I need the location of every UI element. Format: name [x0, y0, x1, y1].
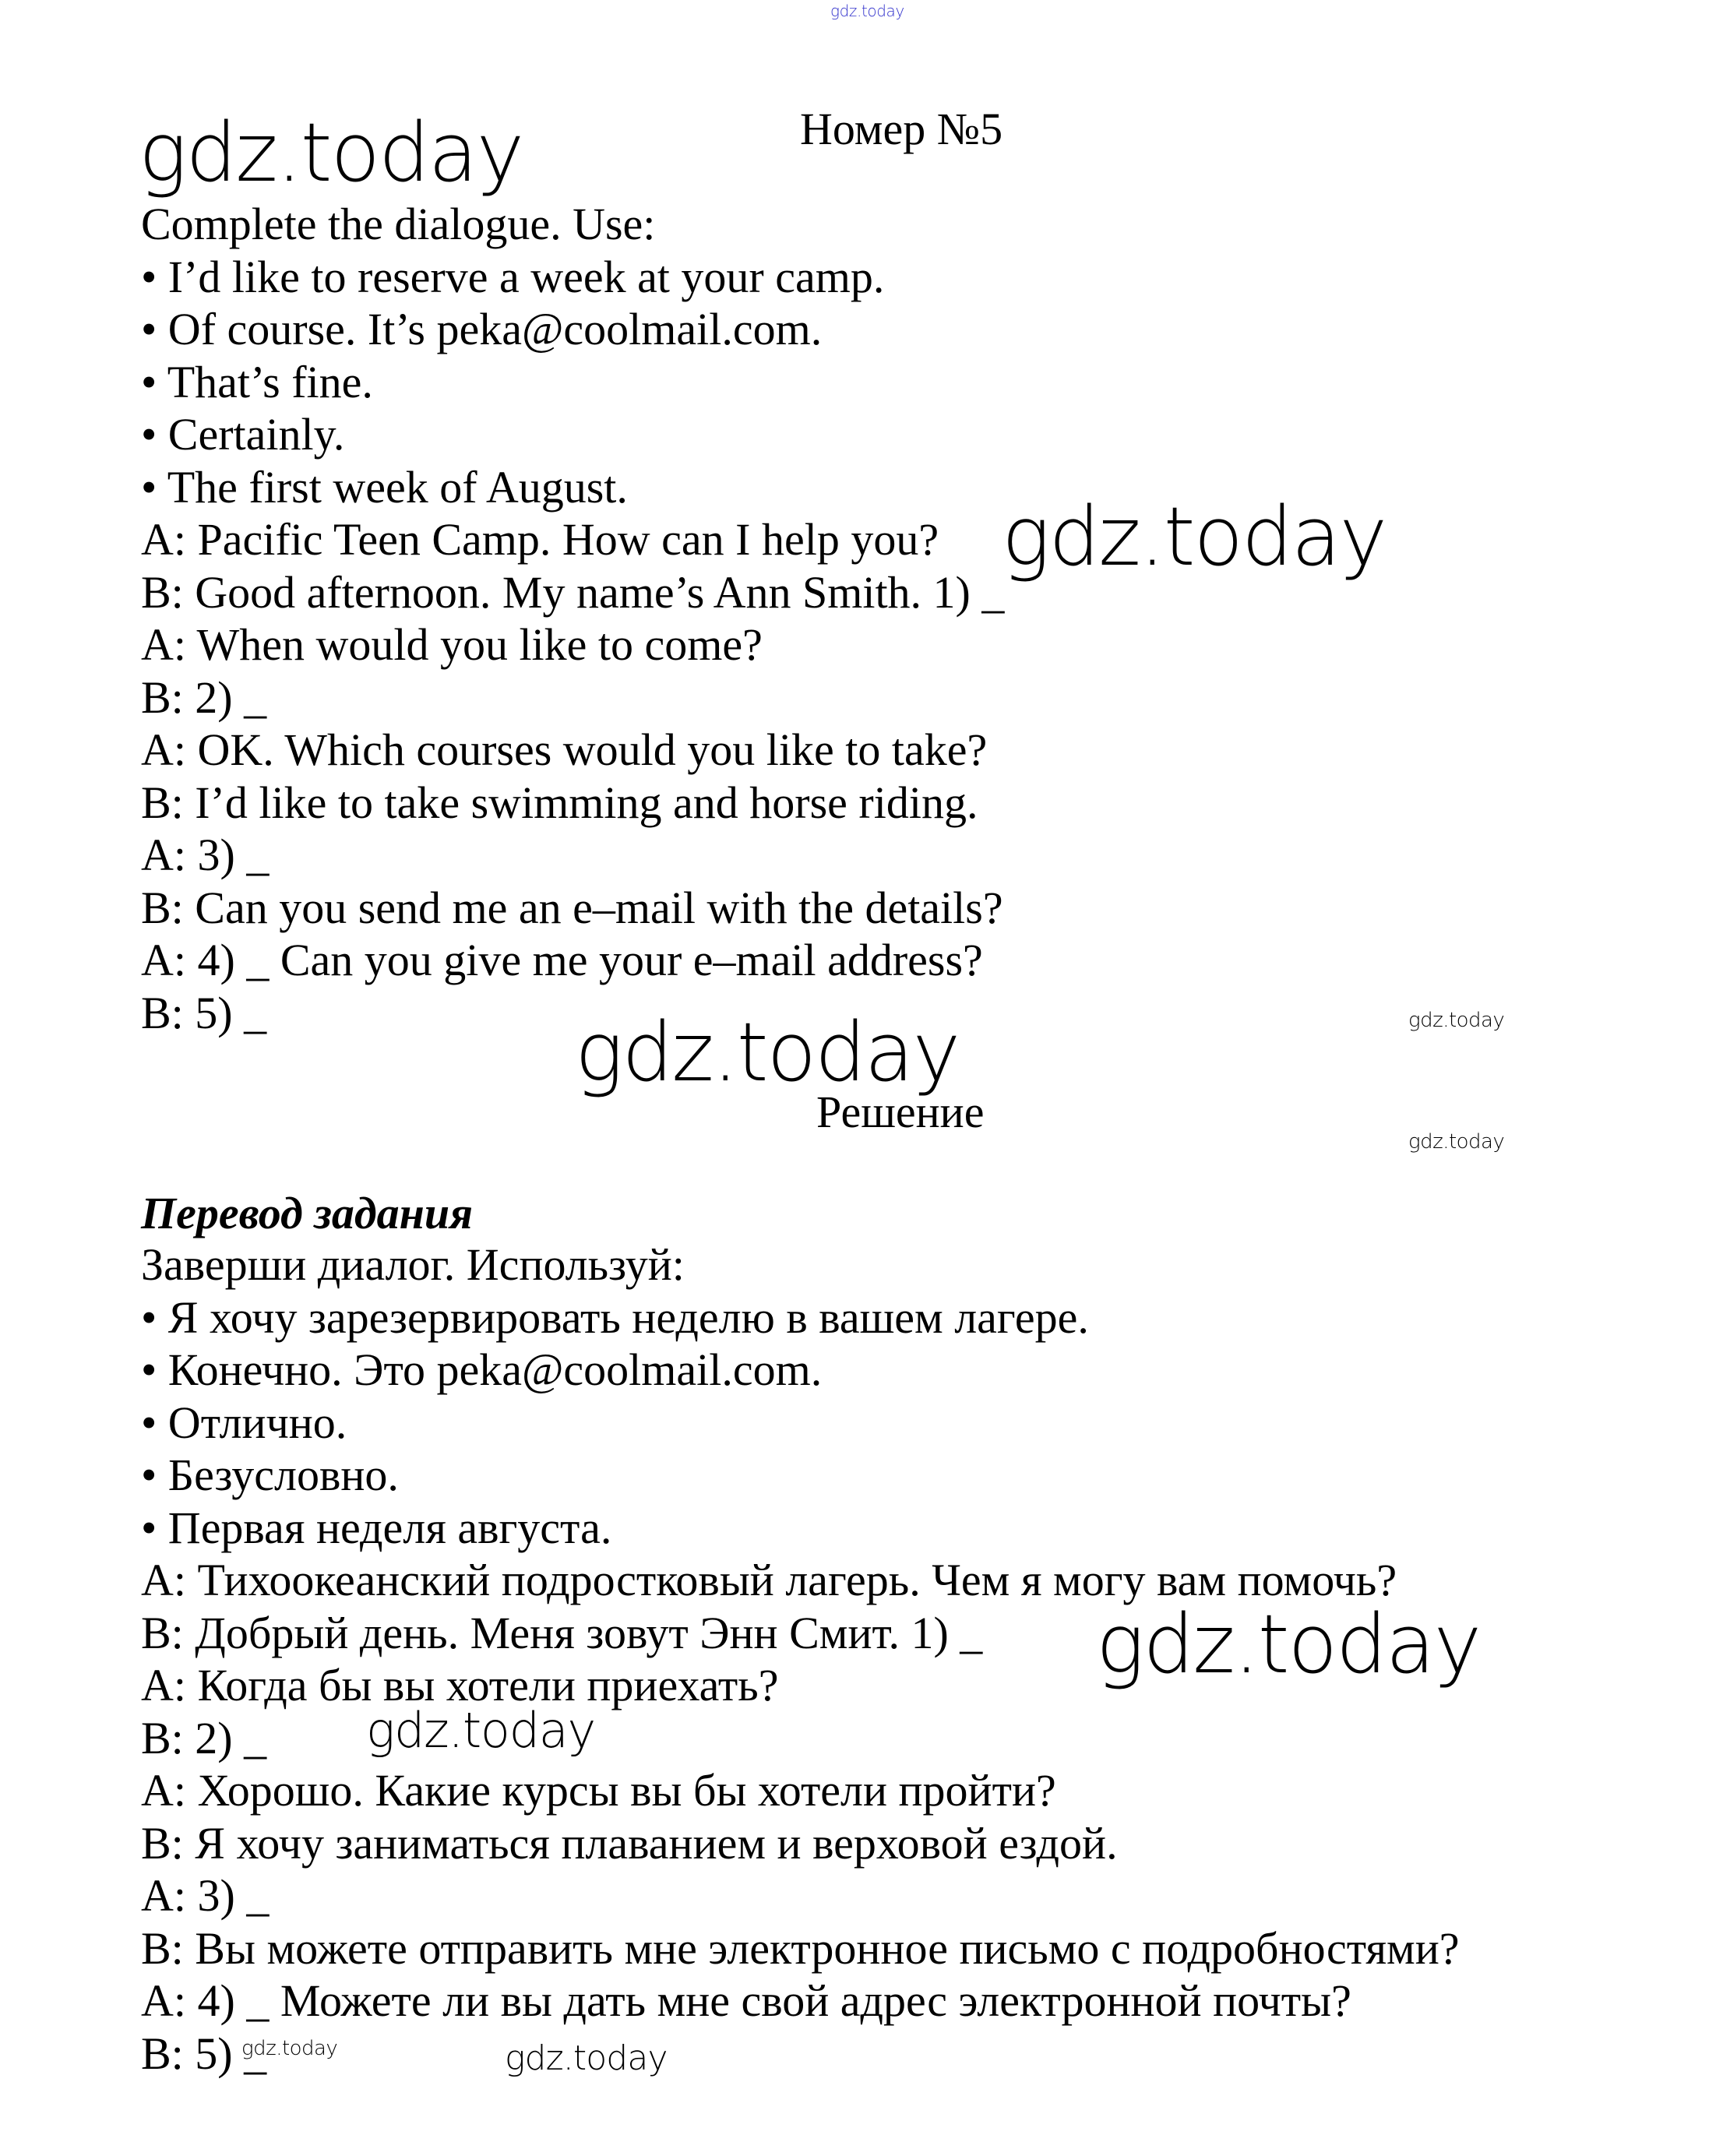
- dialogue-line: A: OK. Which courses would you like to take?: [141, 724, 988, 775]
- dialogue-line: • That’s fine.: [141, 356, 373, 407]
- watermark: gdz.today: [1408, 1009, 1505, 1032]
- watermark: gdz.today: [1408, 1130, 1505, 1154]
- dialogue-line: B: 2) _: [141, 671, 267, 723]
- translation-heading: Перевод задания: [141, 1188, 473, 1238]
- dialogue-line: B: 5) _: [141, 2027, 267, 2079]
- dialogue-line: • Of course. It’s peka@coolmail.com.: [141, 304, 823, 354]
- dialogue-line: • Безусловно.: [141, 1450, 399, 1500]
- dialogue-line: • I’d like to reserve a week at your camp.: [141, 251, 885, 302]
- watermark: gdz.today: [1096, 1597, 1481, 1692]
- dialogue-line: A: Хорошо. Какие курсы вы бы хотели пройти?: [141, 1765, 1056, 1816]
- watermark: gdz.today: [366, 1702, 595, 1759]
- watermark: gdz.today: [241, 2037, 338, 2060]
- dialogue-line: B: 2) _: [141, 1712, 267, 1763]
- watermark: gdz.today: [575, 1005, 960, 1100]
- dialogue-line: A: Тихоокеанский подростковый лагерь. Чем я могу вам помочь?: [141, 1555, 1397, 1605]
- dialogue-line: • Я хочу зарезервировать неделю в вашем лагере.: [141, 1291, 1089, 1343]
- dialogue-line: B: Good afternoon. My name’s Ann Smith. 1) _: [141, 566, 1005, 618]
- dialogue-line: A: 4) _ Can you give me your e–mail address?: [141, 935, 983, 985]
- dialogue-line: B: I’d like to take swimming and horse riding.: [141, 777, 978, 828]
- dialogue-line: B: 5) _: [141, 987, 267, 1038]
- top-watermark: gdz.today: [830, 2, 904, 20]
- dialogue-line: B: Can you send me an e–mail with the details?: [141, 882, 1003, 933]
- dialogue-line: A: 4) _ Можете ли вы дать мне свой адрес электронной почты?: [141, 1975, 1351, 2026]
- page-title: Номер №5: [800, 104, 1003, 154]
- dialogue-line: A: 3) _: [141, 830, 270, 880]
- instruction-line: Заверши диалог. Используй:: [141, 1239, 685, 1290]
- dialogue-line: • Конечно. Это peka@coolmail.com.: [141, 1344, 823, 1395]
- dialogue-line: B: Я хочу заниматься плаванием и верховой ездой.: [141, 1817, 1118, 1869]
- dialogue-line: • Первая неделя августа.: [141, 1502, 612, 1553]
- watermark: gdz.today: [139, 105, 523, 200]
- dialogue-line: • The first week of August.: [141, 461, 628, 513]
- watermark: gdz.today: [1002, 489, 1387, 584]
- dialogue-line: • Отлично.: [141, 1397, 347, 1448]
- dialogue-line: A: 3) _: [141, 1870, 270, 1921]
- dialogue-line: A: When would you like to come?: [141, 619, 763, 670]
- dialogue-line: A: Когда бы вы хотели приехать?: [141, 1660, 779, 1710]
- dialogue-line: B: Вы можете отправить мне электронное письмо с подробностями?: [141, 1922, 1460, 1974]
- solution-label: Решение: [816, 1087, 985, 1137]
- dialogue-line: • Certainly.: [141, 409, 345, 460]
- watermark: gdz.today: [505, 2038, 668, 2078]
- dialogue-line: B: Добрый день. Меня зовут Энн Смит. 1) _: [141, 1607, 983, 1658]
- instruction-line: Complete the dialogue. Use:: [141, 199, 656, 249]
- dialogue-line: A: Pacific Teen Camp. How can I help you?: [141, 514, 939, 565]
